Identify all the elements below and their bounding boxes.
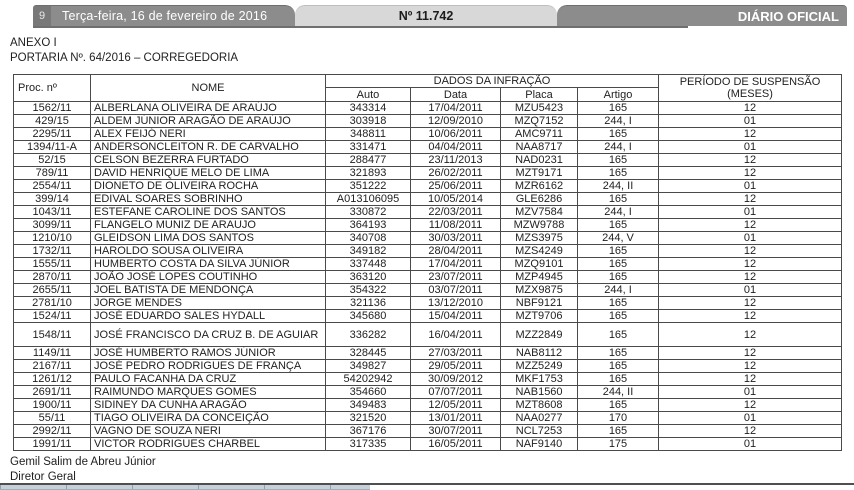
infractions-table-body (14, 102, 842, 451)
cell-proc: 52/15 (14, 154, 91, 167)
cell-placa: MZS4249 (501, 245, 578, 258)
cell-data: 22/03/2011 (411, 206, 501, 219)
cell-artigo: 165 (578, 271, 659, 284)
cell-nome: JOSÉ HUMBERTO RAMOS JÚNIOR (91, 347, 326, 360)
cell-placa: MZQ9101 (501, 258, 578, 271)
page-number: 9 (33, 6, 51, 26)
col-header-dados-infracao: DADOS DA INFRAÇÃO (326, 75, 659, 88)
cell-placa: MZZ2849 (501, 323, 578, 347)
cell-artigo: 165 (578, 347, 659, 360)
cell-data: 23/11/2013 (411, 154, 501, 167)
cell-placa: NBF9121 (501, 297, 578, 310)
cell-nome: ANDERSONCLEITON R. DE CARVALHO (91, 141, 326, 154)
cell-meses: 12 (659, 128, 842, 141)
col-header-proc: Proc. nº (14, 75, 91, 102)
cell-artigo: 165 (578, 102, 659, 115)
cell-meses: 01 (659, 232, 842, 245)
cell-placa: AMC9711 (501, 128, 578, 141)
table-row (14, 360, 842, 373)
cell-proc: 429/15 (14, 115, 91, 128)
cell-data: 23/07/2011 (411, 271, 501, 284)
ordinance-heading: PORTARIA Nº. 64/2016 – CORREGEDORIA (10, 52, 239, 64)
cell-placa: MZU5423 (501, 102, 578, 115)
cell-meses: 12 (659, 310, 842, 323)
cell-data: 13/12/2010 (411, 297, 501, 310)
cell-data: 30/09/2012 (411, 373, 501, 386)
cell-data: 12/09/2010 (411, 115, 501, 128)
cell-artigo: 165 (578, 167, 659, 180)
cell-artigo: 165 (578, 373, 659, 386)
cell-meses: 12 (659, 399, 842, 412)
cell-auto: 349827 (326, 360, 411, 373)
cell-nome: JOSÉ PEDRO RODRIGUES DE FRANÇA (91, 360, 326, 373)
cell-nome: ALBERLANA OLIVEIRA DE ARAÚJO (91, 102, 326, 115)
cell-auto: 331471 (326, 141, 411, 154)
cell-artigo: 165 (578, 310, 659, 323)
cell-meses: 01 (659, 412, 842, 425)
table-row (14, 284, 842, 297)
cell-placa: MZS3975 (501, 232, 578, 245)
col-header-nome: NOME (91, 75, 326, 102)
cell-placa: MZT8608 (501, 399, 578, 412)
cell-data: 17/04/2011 (411, 258, 501, 271)
signature-title: Diretor Geral (10, 471, 76, 483)
cell-data: 12/05/2011 (411, 399, 501, 412)
cell-nome: ESTEFANE CAROLINE DOS SANTOS (91, 206, 326, 219)
cell-proc: 2870/11 (14, 271, 91, 284)
cell-proc: 1732/11 (14, 245, 91, 258)
cell-nome: ALDEM JÚNIOR ARAGÃO DE ARAÚJO (91, 115, 326, 128)
cell-data: 11/08/2011 (411, 219, 501, 232)
cell-proc: 1394/11-A (14, 141, 91, 154)
edition-number: Nº 11.742 (398, 9, 454, 23)
cell-proc: 2295/11 (14, 128, 91, 141)
cell-proc: 789/11 (14, 167, 91, 180)
cell-meses: 01 (659, 180, 842, 193)
table-row (14, 141, 842, 154)
cell-meses: 01 (659, 438, 842, 451)
col-header-periodo: PERÍODO DE SUSPENSÃO (MESES) (659, 75, 842, 102)
cell-proc: 2781/10 (14, 297, 91, 310)
cell-placa: MZT9706 (501, 310, 578, 323)
table-row (14, 115, 842, 128)
cell-proc: 1210/10 (14, 232, 91, 245)
cell-proc: 55/11 (14, 412, 91, 425)
cell-placa: MZQ7152 (501, 115, 578, 128)
cell-auto: 343314 (326, 102, 411, 115)
table-row (14, 206, 842, 219)
masthead (0, 5, 854, 26)
cell-meses: 12 (659, 193, 842, 206)
cell-artigo: 165 (578, 360, 659, 373)
table-row (14, 167, 842, 180)
cell-nome: CELSON BEZERRA FURTADO (91, 154, 326, 167)
table-row (14, 258, 842, 271)
cell-meses: 12 (659, 258, 842, 271)
table-row (14, 347, 842, 360)
cell-auto: 363120 (326, 271, 411, 284)
cell-artigo: 244, I (578, 115, 659, 128)
cell-nome: TIAGO OLIVEIRA DA CONCEIÇÃO (91, 412, 326, 425)
cell-auto: 321893 (326, 167, 411, 180)
cell-artigo: 244, I (578, 206, 659, 219)
table-row (14, 386, 842, 399)
cell-data: 28/04/2011 (411, 245, 501, 258)
cell-proc: 1900/11 (14, 399, 91, 412)
cell-artigo: 175 (578, 438, 659, 451)
cell-proc: 1562/11 (14, 102, 91, 115)
table-row (14, 297, 842, 310)
table-row (14, 323, 842, 347)
cell-artigo: 244, I (578, 141, 659, 154)
cell-data: 29/05/2011 (411, 360, 501, 373)
cell-nome: EDIVAL SOARES SOBRINHO (91, 193, 326, 206)
cell-artigo: 165 (578, 154, 659, 167)
cell-placa: MKF1753 (501, 373, 578, 386)
cell-meses: 01 (659, 206, 842, 219)
table-row (14, 412, 842, 425)
cell-data: 10/05/2014 (411, 193, 501, 206)
cell-meses: 12 (659, 347, 842, 360)
cell-auto: 349182 (326, 245, 411, 258)
cell-auto: 354322 (326, 284, 411, 297)
table-row (14, 245, 842, 258)
cell-proc: 399/14 (14, 193, 91, 206)
cell-nome: DAVID HENRIQUE MELO DE LIMA (91, 167, 326, 180)
cell-artigo: 244, II (578, 180, 659, 193)
cell-placa: MZR6162 (501, 180, 578, 193)
table-row (14, 180, 842, 193)
table-row (14, 438, 842, 451)
cell-placa: NAA8717 (501, 141, 578, 154)
cell-nome: ALEX FEIJÓ NERI (91, 128, 326, 141)
cell-meses: 12 (659, 154, 842, 167)
cell-data: 15/04/2011 (411, 310, 501, 323)
cell-auto: 367176 (326, 425, 411, 438)
cell-meses: 12 (659, 167, 842, 180)
cell-auto: 321520 (326, 412, 411, 425)
table-row (14, 232, 842, 245)
cell-artigo: 170 (578, 412, 659, 425)
masthead-edition-tab (295, 5, 557, 26)
cell-placa: MZT9171 (501, 167, 578, 180)
gazette-title: DIÁRIO OFICIAL (737, 8, 839, 24)
page-bottom-cutoff (0, 485, 370, 490)
cell-placa: MZW9788 (501, 219, 578, 232)
col-header-data: Data (411, 88, 501, 102)
cell-proc: 1261/12 (14, 373, 91, 386)
infractions-table (13, 74, 842, 451)
cell-auto: 328445 (326, 347, 411, 360)
cell-nome: FLANGELO MUNIZ DE ARAUJO (91, 219, 326, 232)
cell-data: 17/04/2011 (411, 102, 501, 115)
cell-auto: 340708 (326, 232, 411, 245)
cell-proc: 2691/11 (14, 386, 91, 399)
cell-proc: 2655/11 (14, 284, 91, 297)
cell-meses: 12 (659, 219, 842, 232)
cell-data: 30/07/2011 (411, 425, 501, 438)
cell-placa: NAB1560 (501, 386, 578, 399)
cell-artigo: 244, V (578, 232, 659, 245)
cell-proc: 2554/11 (14, 180, 91, 193)
cell-auto: 337448 (326, 258, 411, 271)
cell-data: 03/07/2011 (411, 284, 501, 297)
masthead-date-tab (33, 5, 295, 26)
cell-nome: JORGE MENDES (91, 297, 326, 310)
cell-nome: GLEIDSON LIMA DOS SANTOS (91, 232, 326, 245)
cell-meses: 12 (659, 373, 842, 386)
cell-nome: JOEL BATISTA DE MENDONÇA (91, 284, 326, 297)
cell-meses: 01 (659, 141, 842, 154)
cell-meses: 12 (659, 102, 842, 115)
cell-artigo: 244, I (578, 284, 659, 297)
cell-proc: 2167/11 (14, 360, 91, 373)
cell-placa: NCL7253 (501, 425, 578, 438)
cell-artigo: 165 (578, 245, 659, 258)
cell-auto: 330872 (326, 206, 411, 219)
cell-proc: 1149/11 (14, 347, 91, 360)
cell-data: 30/03/2011 (411, 232, 501, 245)
cell-proc: 2992/11 (14, 425, 91, 438)
table-row (14, 425, 842, 438)
cell-auto: 349483 (326, 399, 411, 412)
cell-auto: 54202942 (326, 373, 411, 386)
col-header-artigo: Artigo (578, 88, 659, 102)
cell-artigo: 165 (578, 399, 659, 412)
cell-auto: 348811 (326, 128, 411, 141)
masthead-underline (33, 26, 688, 28)
cell-placa: NAF9140 (501, 438, 578, 451)
table-row (14, 219, 842, 232)
table-row (14, 271, 842, 284)
cell-placa: NAB8112 (501, 347, 578, 360)
cell-data: 27/03/2011 (411, 347, 501, 360)
cell-placa: NAD0231 (501, 154, 578, 167)
cell-meses: 12 (659, 297, 842, 310)
cell-artigo: 165 (578, 425, 659, 438)
cell-artigo: 244, II (578, 386, 659, 399)
cell-auto: 364193 (326, 219, 411, 232)
cell-meses: 01 (659, 386, 842, 399)
masthead-title-tab (557, 5, 847, 26)
cell-nome: PAULO FACANHA DA CRUZ (91, 373, 326, 386)
table-row (14, 102, 842, 115)
cell-placa: NAA0277 (501, 412, 578, 425)
cell-nome: HUMBERTO COSTA DA SILVA JÚNIOR (91, 258, 326, 271)
cell-nome: JOSÉ FRANCISCO DA CRUZ B. DE AGUIAR (91, 323, 326, 347)
table-header (14, 75, 842, 102)
cell-meses: 12 (659, 245, 842, 258)
col-header-auto: Auto (326, 88, 411, 102)
cell-placa: MZX9875 (501, 284, 578, 297)
table-row (14, 310, 842, 323)
cell-artigo: 165 (578, 193, 659, 206)
cell-nome: VICTOR RODRIGUES CHARBEL (91, 438, 326, 451)
cell-nome: DIONETO DE OLIVEIRA ROCHA (91, 180, 326, 193)
cell-data: 04/04/2011 (411, 141, 501, 154)
cell-proc: 1043/11 (14, 206, 91, 219)
cell-auto: 321136 (326, 297, 411, 310)
table-row (14, 373, 842, 386)
cell-auto: 345680 (326, 310, 411, 323)
cell-data: 16/04/2011 (411, 323, 501, 347)
cell-proc: 1524/11 (14, 310, 91, 323)
annex-heading: ANEXO I (10, 37, 57, 49)
cell-proc: 3099/11 (14, 219, 91, 232)
cell-artigo: 165 (578, 297, 659, 310)
cell-auto: 336282 (326, 323, 411, 347)
cell-data: 16/05/2011 (411, 438, 501, 451)
cell-placa: MZP4945 (501, 271, 578, 284)
cell-nome: HAROLDO SOUSA OLIVEIRA (91, 245, 326, 258)
cell-artigo: 165 (578, 258, 659, 271)
cell-proc: 1555/11 (14, 258, 91, 271)
cell-nome: JOÃO JOSÉ LOPES COUTINHO (91, 271, 326, 284)
cell-auto: 303918 (326, 115, 411, 128)
table-row (14, 193, 842, 206)
cell-auto: 288477 (326, 154, 411, 167)
signature-name: Gemil Salim de Abreu Júnior (10, 456, 156, 468)
cell-nome: VAGNO DE SOUZA NERI (91, 425, 326, 438)
cell-artigo: 165 (578, 323, 659, 347)
cell-proc: 1991/11 (14, 438, 91, 451)
cell-meses: 12 (659, 360, 842, 373)
cell-data: 25/06/2011 (411, 180, 501, 193)
table-row (14, 128, 842, 141)
cell-data: 07/07/2011 (411, 386, 501, 399)
cell-meses: 12 (659, 271, 842, 284)
cell-placa: GLE6286 (501, 193, 578, 206)
cell-artigo: 165 (578, 128, 659, 141)
cell-artigo: 165 (578, 219, 659, 232)
cell-nome: RAIMUNDO MARQUES GOMES (91, 386, 326, 399)
cell-nome: JOSÉ EDUARDO SALES HYDALL (91, 310, 326, 323)
cell-meses: 01 (659, 284, 842, 297)
cell-nome: SIDINEY DA CUNHA ARAGÃO (91, 399, 326, 412)
cell-meses: 01 (659, 115, 842, 128)
cell-proc: 1548/11 (14, 323, 91, 347)
cell-auto: A013106095 (326, 193, 411, 206)
cell-placa: MZZ5249 (501, 360, 578, 373)
cell-meses: 12 (659, 323, 842, 347)
table-row (14, 154, 842, 167)
cell-data: 13/01/2011 (411, 412, 501, 425)
cell-meses: 12 (659, 425, 842, 438)
cell-data: 26/02/2011 (411, 167, 501, 180)
table-row (14, 399, 842, 412)
cell-auto: 351222 (326, 180, 411, 193)
col-header-placa: Placa (501, 88, 578, 102)
cell-auto: 317335 (326, 438, 411, 451)
cell-auto: 354660 (326, 386, 411, 399)
cell-placa: MZV7584 (501, 206, 578, 219)
masthead-date: Terça-feira, 16 de fevereiro de 2016 (62, 9, 268, 23)
cell-data: 10/06/2011 (411, 128, 501, 141)
